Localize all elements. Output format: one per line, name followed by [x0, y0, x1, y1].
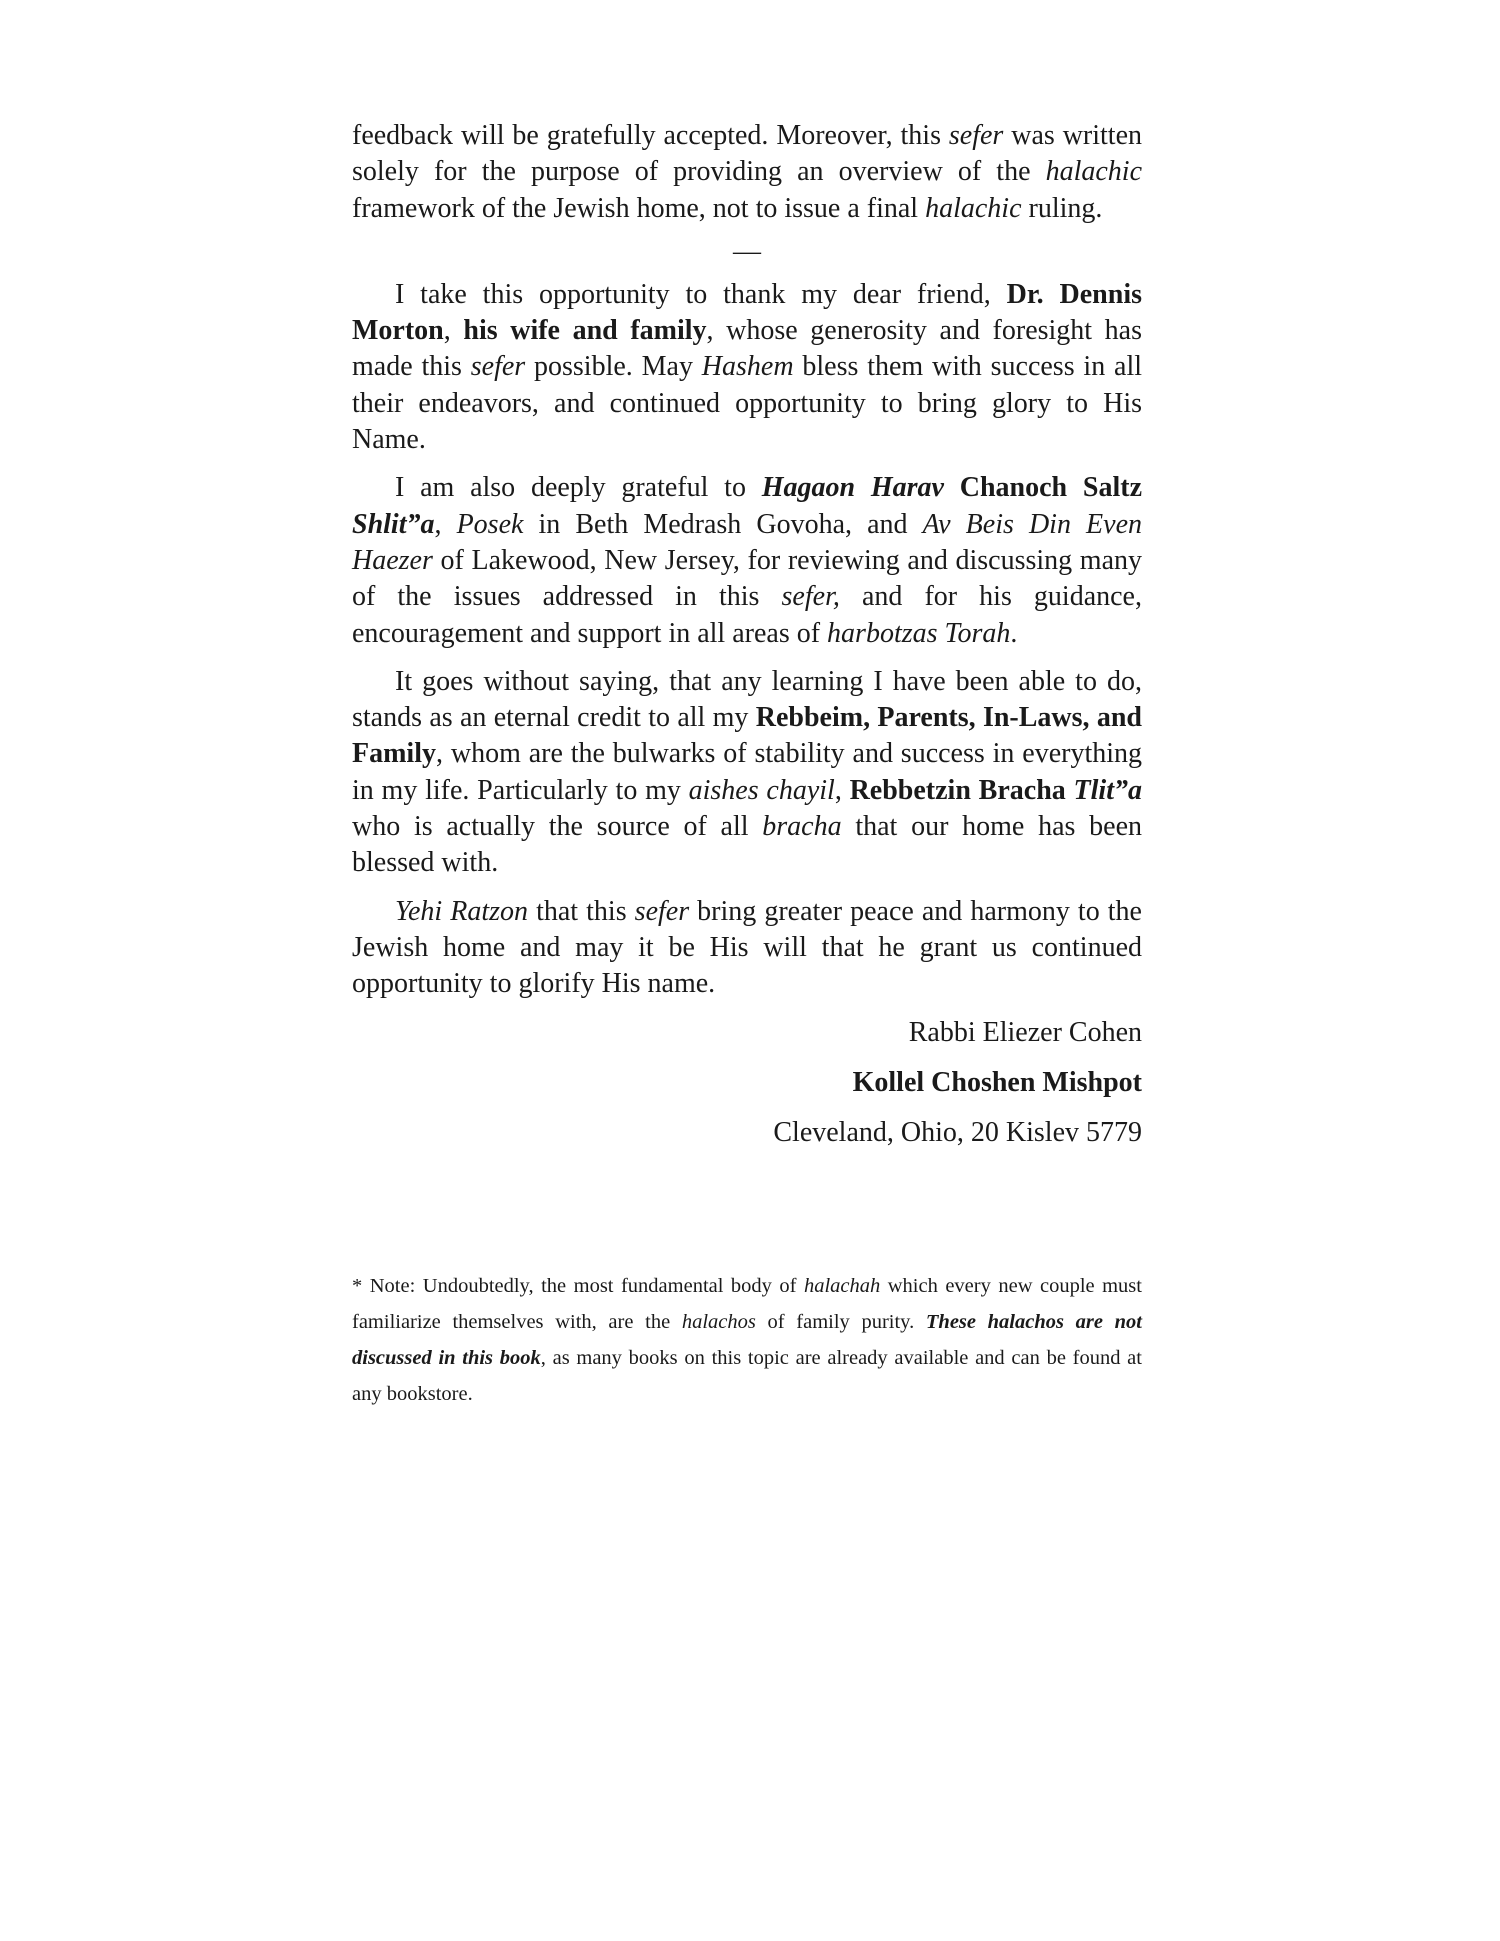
bold-italic-title: Hagaon Harav: [761, 472, 944, 504]
bold-name: Dr. Dennis Morton: [352, 278, 1142, 347]
text: and for his guidance, encouragement and support in all areas of: [352, 581, 1142, 649]
text: .: [1010, 617, 1018, 649]
bold-name: Rebbetzin Bracha: [849, 774, 1066, 806]
text: feedback will be gratefully accepted. Moreover, this: [352, 120, 949, 151]
text: , whose generosity and foresight has made this: [352, 315, 1142, 383]
paragraph-thanks-saltz: [352, 470, 1142, 651]
text: ,: [834, 774, 850, 806]
italic-term: harbotzas Torah: [827, 617, 1011, 649]
text: [1066, 775, 1074, 806]
text: that this: [528, 895, 635, 927]
text: * Note: Undoubtedly, the most fundamental body of: [352, 1275, 804, 1297]
footnote: [352, 1268, 1142, 1412]
italic-term: Av Beis Din Even Haezer: [352, 508, 1142, 576]
text: was written solely for the purpose of providing an overview of the: [352, 120, 1143, 188]
italic-term: halachah: [803, 1275, 881, 1297]
text: of Lakewood, New Jersey, for reviewing and discussing many of the issues addressed in this: [352, 544, 1142, 613]
signature-organization: Kollel Choshen Mishpot: [852, 1066, 1142, 1098]
italic-term: halachos: [681, 1311, 756, 1333]
bold-name: his wife and family: [463, 315, 707, 347]
paragraph-feedback: [352, 118, 1142, 227]
paragraph-thanks-morton: [352, 277, 1142, 458]
signature-place-date: Cleveland, Ohio, 20 Kislev 5779: [773, 1116, 1142, 1148]
text: who is actually the source of all: [352, 811, 763, 843]
italic-term: sefer: [948, 120, 1004, 151]
text: , whom are the bulwarks of stability and success in everything in my life. Particularly to my: [352, 738, 1142, 806]
text: which every new couple must familiarize themselves with, are the: [352, 1275, 1142, 1333]
section-divider: —: [733, 235, 761, 267]
italic-term: sefer,: [781, 581, 840, 613]
italic-term: sefer: [470, 351, 526, 383]
bold-name: Rebbeim, Parents, In-Laws, and Family: [352, 702, 1143, 770]
italic-term: sefer: [634, 895, 690, 927]
italic-term: Hashem: [701, 351, 794, 383]
text: [944, 472, 960, 503]
text: , as many books on this topic are already available and can be found at any bookstore.: [352, 1347, 1142, 1405]
text: bless them with success in all their endeavors, and continued opportunity to bring glory to His Name.: [352, 351, 1143, 456]
bold-italic-emphasis: These halachos are not discussed in this book: [352, 1311, 1142, 1369]
bold-name: Chanoch Saltz: [959, 472, 1143, 504]
text: that our home has been blessed with.: [352, 811, 1142, 879]
italic-term: bracha: [762, 811, 842, 843]
text: framework of the Jewish home, not to issue a final: [352, 192, 926, 224]
italic-term: aishes chayil: [688, 774, 835, 806]
text: bring greater peace and harmony to the Jewish home and may it be His will that he grant us continued opportunity to glorify His name.: [352, 895, 1142, 1000]
italic-term: Posek: [456, 508, 524, 540]
text: ,: [434, 508, 457, 540]
text: I take this opportunity to thank my dear friend,: [395, 278, 1007, 310]
text: possible. May: [525, 351, 702, 383]
paragraph-thanks-family: [352, 664, 1142, 882]
text: I am also deeply grateful to: [395, 472, 762, 504]
bold-italic-title: Tlit”a: [1073, 774, 1142, 806]
main-text: [352, 118, 1142, 1165]
text: in Beth Medrash Govoha, and: [523, 508, 923, 540]
italic-term: halachic: [1045, 156, 1142, 188]
text: of family purity.: [755, 1311, 926, 1333]
italic-term: halachic: [925, 192, 1022, 224]
text: ,: [443, 315, 464, 347]
paragraph-yehi-ratzon: [352, 894, 1142, 1003]
italic-term: Yehi Ratzon: [395, 895, 529, 927]
signature-name: Rabbi Eliezer Cohen: [908, 1016, 1142, 1048]
text: It goes without saying, that any learning I have been able to do, stands as an eternal credit to all my: [352, 665, 1142, 734]
text: ruling.: [1021, 192, 1103, 224]
bold-italic-title: Shlit”a: [352, 508, 435, 540]
